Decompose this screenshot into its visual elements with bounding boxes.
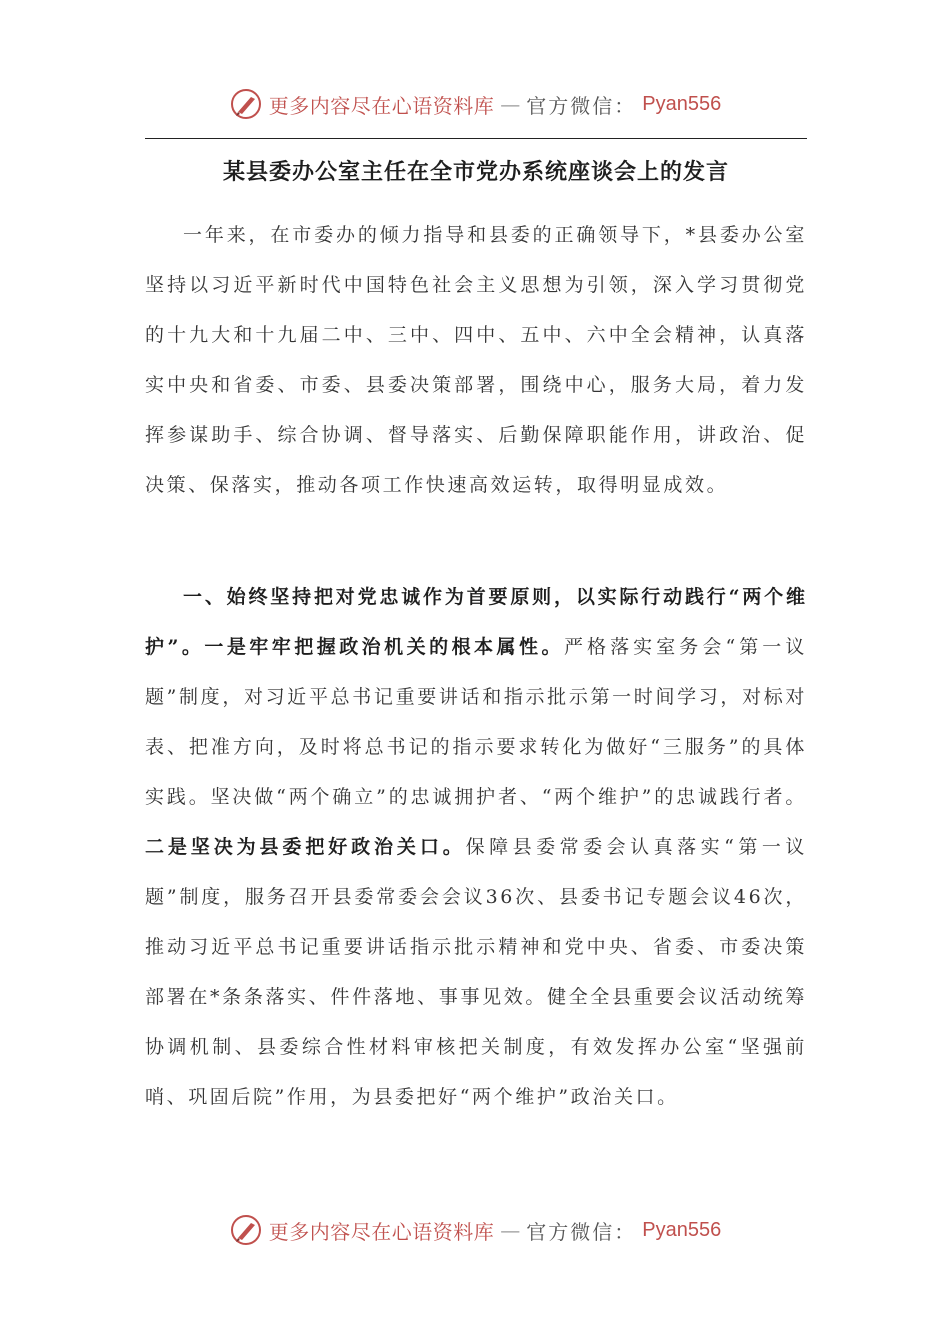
watermark-wechat-id: Pyan556 — [642, 1218, 722, 1241]
point-1-heading: 一是牢牢把握政治机关的根本属性。 — [204, 636, 564, 658]
header-divider — [145, 138, 807, 139]
point-1-text: 严格落实室务会“第一议题”制度，对习近平总书记重要讲话和指示批示第一时间学习，对标对表、把准方向，及时将总书记的指示要求转化为做好“三服务”的具体实践。坚决做“两个确立”的忠诚拥护者、“两个维护”的忠诚践行者。 — [145, 636, 807, 808]
watermark-dash: — — [500, 1218, 521, 1242]
section-1-paragraph — [145, 572, 807, 1122]
footer-watermark — [0, 1210, 950, 1250]
watermark-label: 官方微信： — [526, 93, 637, 118]
point-2-heading: 二是坚决为县委把好政治关口。 — [145, 836, 466, 858]
header-watermark — [0, 84, 950, 124]
intro-paragraph: 一年来，在市委办的倾力指导和县委的正确领导下，*县委办公室坚持以习近平新时代中国特色社会主义思想为引领，深入学习贯彻党的十九大和十九届二中、三中、四中、五中、六中全会精神，认真落实中央和省委、市委、县委决策部署，围绕中心，服务大局，着力发挥参谋助手、综合协调、督导落实、后勤保障职能作用，讲政治、促决策、保落实，推动各项工作快速高效运转，取得明显成效。 — [145, 224, 807, 496]
watermark-brand: 更多内容尽在心语资料库 — [268, 1219, 495, 1244]
section-1-heading: 一、始终坚持把对党忠诚作为首要原则，以实际行动践行“两个维护”。 — [145, 586, 807, 658]
watermark-wechat-id: Pyan556 — [642, 92, 722, 115]
point-2-text: 保障县委常委会认真落实“第一议题”制度，服务召开县委常委会会议36次、县委书记专题会议46次，推动习近平总书记重要讲话指示批示精神和党中央、省委、市委决策部署在*条条落实、件件落地、事事见效。健全全县重要会议活动统筹协调机制、县委综合性材料审核把关制度，有效发挥办公室“坚强前哨、巩固后院”作用，为县委把好“两个维护”政治关口。 — [145, 836, 807, 1108]
pen-nib-logo-icon — [229, 1213, 263, 1247]
pen-nib-logo-icon — [229, 87, 263, 121]
document-title: 某县委办公室主任在全市党办系统座谈会上的发言 — [222, 159, 729, 185]
watermark-brand: 更多内容尽在心语资料库 — [268, 93, 495, 118]
watermark-dash: — — [500, 92, 521, 116]
watermark-label: 官方微信： — [526, 1219, 637, 1244]
